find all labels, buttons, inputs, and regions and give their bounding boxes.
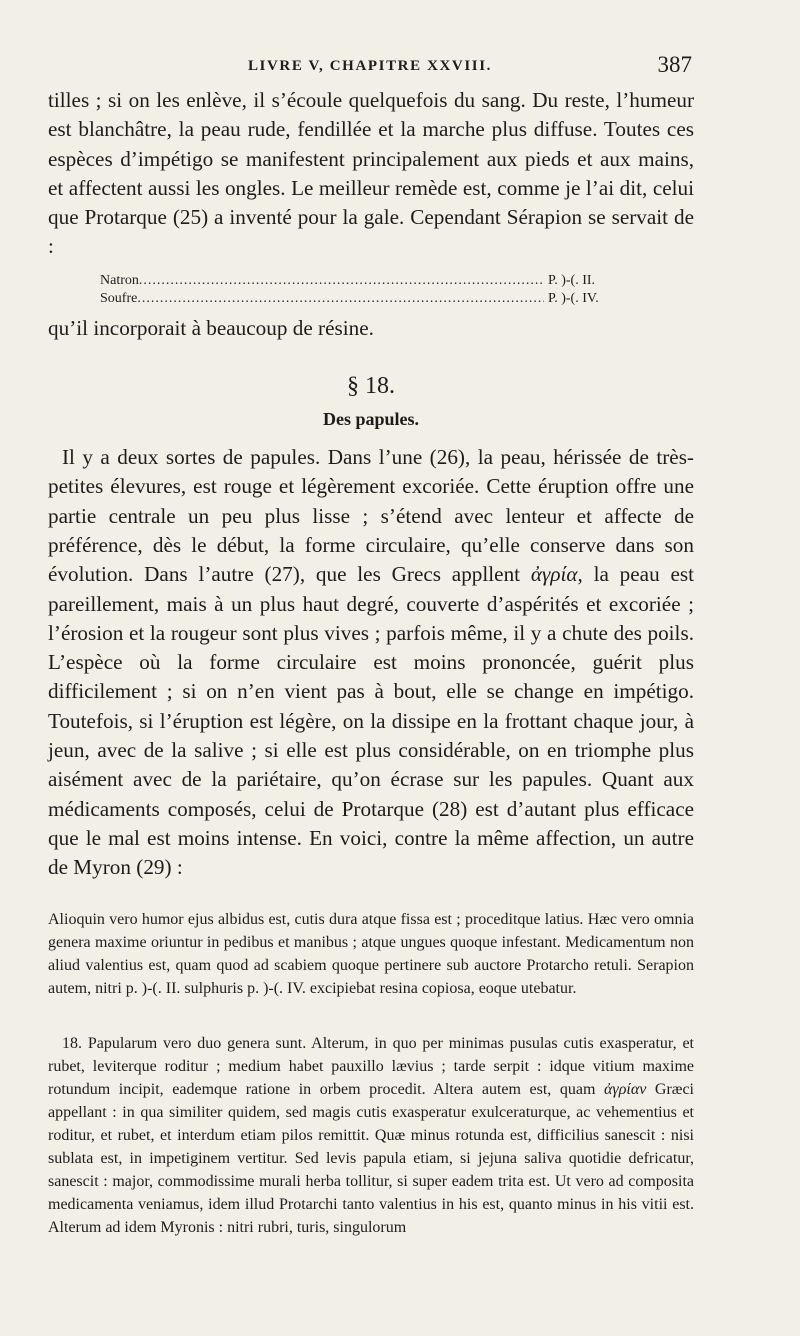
latin-paragraph-part-2: Græci appellant : in qua similiter quidem, sed magis cutis exasperatur exulceraturque, ac vehementius et roditur, et rubet, et interdum etiam pilos remittit. Quæ minus rotunda est, difficilius sanescit : nisi sublata est, in impetiginem vertitur. Sed levis papula etiam, si jejuna saliva quotidie defricatur, sanescit : major, commodissime murali herba tollitur, si super eadem trita est. Ut vero ad composita medicamenta veniamus, idem illud Protarchi tanto valentius in his est, quanto minus in his vitii est. Alterum ad idem Myronis : nitri rubri, turis, singulorum bbox=[48, 1081, 694, 1236]
recipe-quantity: P. )-(. IV. bbox=[548, 290, 599, 306]
leader-dots bbox=[139, 272, 544, 290]
section-number: § 18. bbox=[347, 373, 395, 400]
main-text bbox=[48, 86, 694, 883]
latin-paragraph bbox=[48, 1032, 694, 1239]
paragraph-papules bbox=[48, 443, 694, 882]
latin-paragraph-part-1: 18. Papularum vero duo genera sunt. Alterum, in quo per minimas pusulas cutis exasperatur, et rubet, leviterque roditur ; medium habet pauxillo lævius ; tarde serpit : idque vitium maxime rotundum incipit, eademque ratione in orbem procedit. Altera autem est, quam bbox=[48, 1035, 694, 1098]
section-title: Des papules. bbox=[322, 409, 420, 430]
paragraph-papules-part-1: Il y a deux sortes de papules. Dans l’une (26), la peau, hérissée de très-petites élevures, est rouge et légèrement excoriée. Cette éruption offre une partie centrale un peu plus lisse ; s’étend avec lenteur et affecte de préférence, dès le début, la forme circulaire, qu’elle conserve dans son évolution. Dans l’autre (27), que les Grecs appllent bbox=[48, 445, 694, 587]
paragraph-resin: qu’il incorporait à beaucoup de résine. bbox=[48, 315, 374, 340]
recipe-ingredient: Natron bbox=[100, 272, 139, 288]
paragraph-papules-part-2: , la peau est pareillement, mais à un plus haut degré, couverte d’aspérités et excoriée ; l’érosion et la rougeur sont plus vives ; parfois même, il y a chute des poils. L’espèce où la forme circulaire est moins prononcée, guérit plus difficilement ; si on n’en vient pas à bout, elle se change en impétigo. Toutefois, si l’éruption est légère, on la dissipe en la frottant chaque jour, à jeun, avec de la salive ; si elle est plus considérable, on en triomphe plus aisément avec de la pariétaire, qu’on écrase sur les papules. Quant aux médicaments composés, celui de Protarque (28) est d’autant plus efficace que le mal est moins intense. En voici, contre la même affection, un autre de Myron (29) : bbox=[48, 562, 694, 880]
greek-term: ἀγρία bbox=[530, 562, 578, 587]
recipe-row bbox=[100, 272, 640, 290]
latin-note-impetigo bbox=[48, 908, 694, 1000]
page-number: 387 bbox=[657, 52, 692, 77]
leader-dots bbox=[137, 290, 544, 308]
latin-paragraph: Alioquin vero humor ejus albidus est, cutis dura atque fissa est ; proceditque latius. Hæc vero omnia genera maxime oriuntur in pedibus et manibus ; atque ungues quoque infestant. Medicamentum non aliud valentius est, quam quod ad scabiem quoque pertinere sub auctore Protarcho retuli. Serapion autem, nitri p. )-(. II. sulphuris p. )-(. IV. excipiebat resina copiosa, eoque utebatur. bbox=[48, 911, 694, 997]
recipe-list bbox=[100, 272, 640, 308]
recipe-ingredient: Soufre bbox=[100, 290, 138, 306]
recipe-row bbox=[100, 290, 640, 308]
latin-note-papules bbox=[48, 1032, 694, 1239]
recipe-quantity: P. )-(. II. bbox=[548, 272, 596, 288]
running-title: LIVRE V, CHAPITRE XXVIII. bbox=[247, 58, 493, 74]
greek-term: ἀγρίαν bbox=[603, 1081, 647, 1098]
running-head bbox=[48, 52, 692, 82]
paragraph-impetigo: tilles ; si on les enlève, il s’écoule quelquefois du sang. Du reste, l’humeur est blanchâtre, la peau rude, fendillée et la marche plus diffuse. Toutes ces espèces d’impétigo se manifestent principalement aux pieds et aux mains, et affectent aussi les ongles. Le meilleur remède est, comme je l’ai dit, celui que Protarque (25) a inventé pour la gale. Cependant Sérapion se servait de : bbox=[48, 88, 694, 259]
